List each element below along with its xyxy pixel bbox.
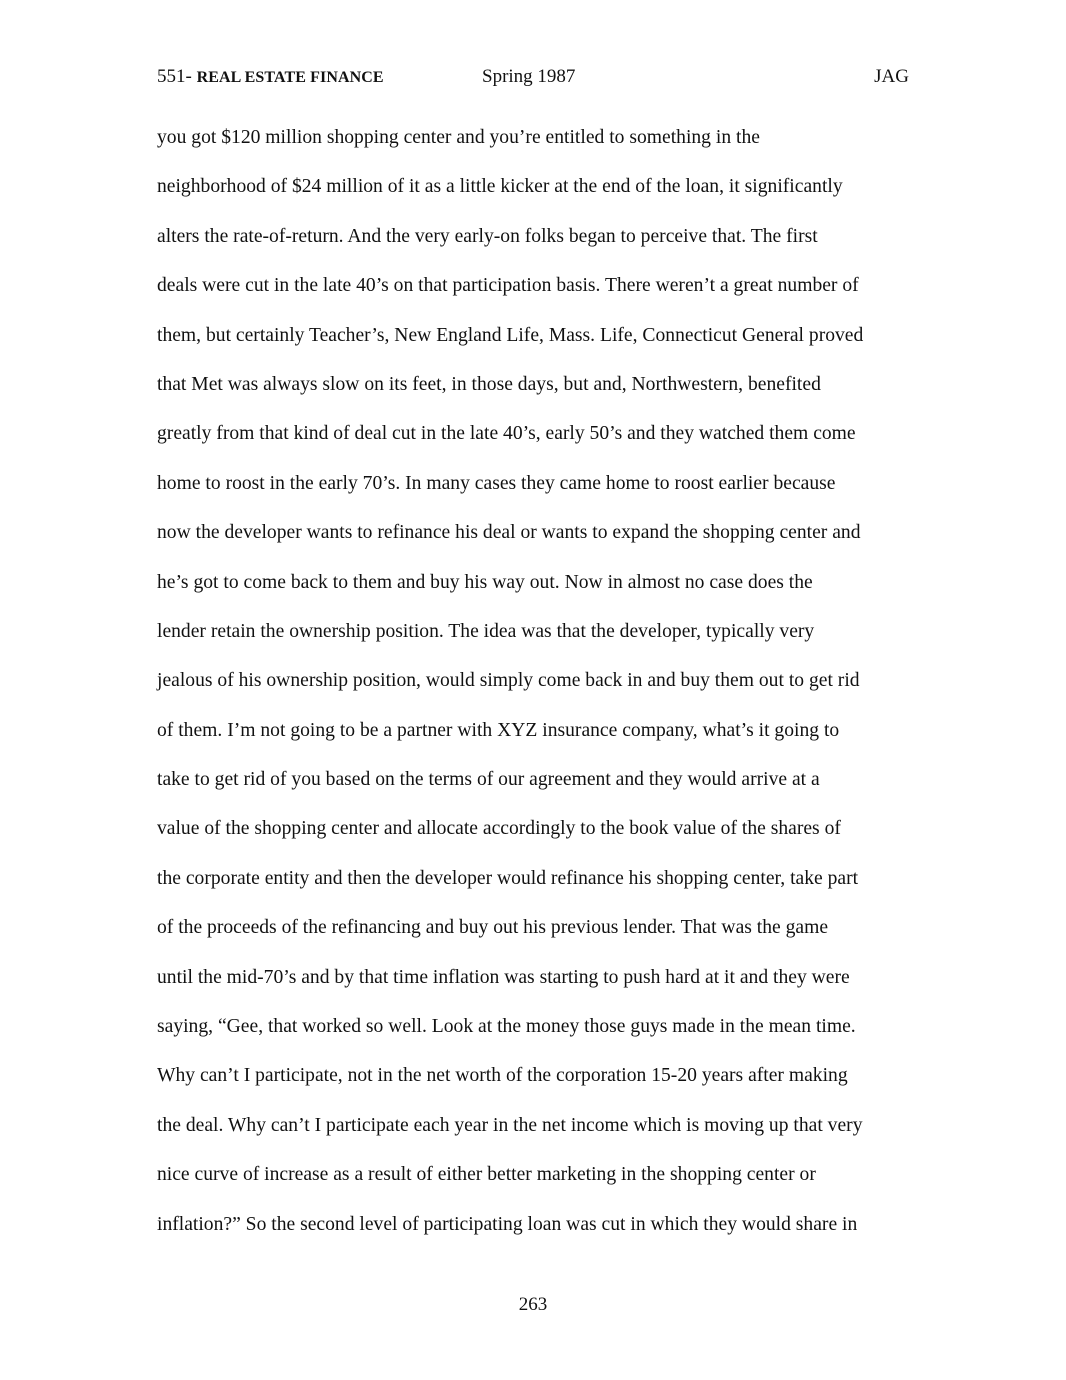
term-label: Spring 1987 bbox=[482, 66, 576, 87]
text-line: the deal. Why can’t I participate each year in the net income which is moving up that very bbox=[157, 1114, 863, 1136]
text-line: he’s got to come back to them and buy his way out. Now in almost no case does the bbox=[157, 571, 813, 593]
text-line: greatly from that kind of deal cut in the late 40’s, early 50’s and they watched them come bbox=[157, 423, 856, 445]
text-line: lender retain the ownership position. The idea was that the developer, typically very bbox=[157, 620, 815, 642]
text-line: jealous of his ownership position, would simply come back in and buy them out to get rid bbox=[157, 670, 860, 692]
author-initials: JAG bbox=[874, 66, 909, 87]
text-line: you got $120 million shopping center and you’re entitled to something in the bbox=[157, 127, 760, 148]
text-line: that Met was always slow on its feet, in those days, but and, Northwestern, benefited bbox=[157, 373, 821, 395]
text-line: of them. I’m not going to be a partner with XYZ insurance company, what’s it going to bbox=[157, 719, 840, 741]
text-line: home to roost in the early 70’s. In many cases they came home to roost earlier because bbox=[157, 472, 836, 494]
text-line: now the developer wants to refinance his deal or wants to expand the shopping center and bbox=[157, 522, 861, 544]
course-title: REAL ESTATE FINANCE bbox=[196, 69, 384, 86]
course-heading bbox=[157, 64, 384, 91]
text-line: inflation?” So the second level of participating loan was cut in which they would share in bbox=[157, 1213, 858, 1235]
text-line: Why can’t I participate, not in the net worth of the corporation 15-20 years after making bbox=[157, 1065, 848, 1087]
text-line: alters the rate-of-return. And the very early-on folks began to perceive that. The first bbox=[157, 225, 818, 247]
page-number: 263 bbox=[518, 1294, 548, 1315]
transcript-body bbox=[157, 122, 917, 1258]
text-line: take to get rid of you based on the terms of our agreement and they would arrive at a bbox=[157, 769, 820, 791]
text-line: nice curve of increase as a result of either better marketing in the shopping center or bbox=[157, 1164, 816, 1186]
course-number: 551- bbox=[157, 66, 192, 87]
text-line: value of the shopping center and allocate accordingly to the book value of the shares of bbox=[157, 818, 841, 840]
page-header bbox=[157, 64, 909, 90]
text-line: of the proceeds of the refinancing and buy out his previous lender. That was the game bbox=[157, 917, 829, 939]
text-line: until the mid-70’s and by that time inflation was starting to push hard at it and they were bbox=[157, 966, 850, 988]
text-line: the corporate entity and then the developer would refinance his shopping center, take part bbox=[157, 867, 859, 889]
text-line: saying, “Gee, that worked so well. Look at the money those guys made in the mean time. bbox=[157, 1016, 856, 1038]
text-line: them, but certainly Teacher’s, New England Life, Mass. Life, Connecticut General proved bbox=[157, 324, 864, 346]
text-line: deals were cut in the late 40’s on that participation basis. There weren’t a great number of bbox=[157, 275, 859, 297]
text-line: neighborhood of $24 million of it as a little kicker at the end of the loan, it significantly bbox=[157, 176, 843, 198]
